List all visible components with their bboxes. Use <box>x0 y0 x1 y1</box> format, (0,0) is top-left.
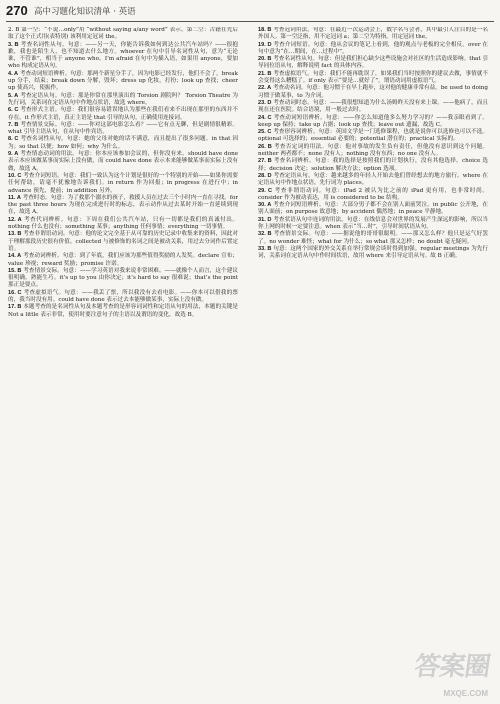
answer-explanation: 考查情景交际。句意：——据说他的哥哥很聪明。——那又怎么样？他只是运气好罢了。no wonder 难怪；what for 为什么；so what 那又怎样；no doubt 毫无疑问。 <box>258 231 488 245</box>
answer-explanation: 考查定语从句。句意：那是你常在那里演出的 Torsion 剧院吗？ Torsion Theatre 为先行词，关系词在定语从句中作地点状语，故选 where。 <box>8 92 238 106</box>
header-rule <box>6 21 494 22</box>
answer-number: 25. C <box>258 129 272 136</box>
answer-number: 10. C <box>8 172 22 179</box>
answer-item <box>8 217 238 232</box>
answer-number: 9. A <box>8 151 19 158</box>
answer-explanation: 考查动名词。句意：他习惯于在早上跑步，这对他的健康非常有益。be used to doing 习惯于做某事，to 为介词。 <box>258 85 488 99</box>
answer-explanation: 考查虚拟语气。句意：我们不能再耽误了，如果我们当时按照你的建议去做，事情就不会变得这么糟糕了。if only 表示“要是…就好了”，谓语动词用虚拟语气。 <box>258 70 488 85</box>
answer-number: 27. B <box>258 158 272 165</box>
answer-explanation: 考查否定词的用法。句意：他对事故的发生负有责任，但他没有意识到这个问题。neither 两者都不；none 没有人；nothing 没有东西；no one 没有人。 <box>258 143 488 158</box>
answer-explanation: 考查虚拟语气。句意：——我丢了票，所以我没有去看电影。——你本可以借我的票的，我当时没有用。could have done 表示过去本能够做某事，实际上没有做。 <box>8 289 238 303</box>
answer-item <box>8 27 238 42</box>
answer-number: 29. C <box>258 187 273 194</box>
answer-explanation: 考查情景交际。句意：——你对这部电影怎么看？——它有点无聊，但是剧情很精彩。what 引导主语从句，在从句中作宾语。 <box>8 121 238 136</box>
watermark-logo <box>410 646 490 698</box>
answer-item <box>258 71 488 86</box>
answer-number: 15. B <box>8 267 22 274</box>
answer-number: 11. A <box>8 194 21 201</box>
answer-explanation: 考查名词性从句。句意：——另一天，你能告诉我如何到达公共汽车站吗？——很抱歉，我也是陌生人，也不知道去什么地方。whoever 在句中引导名词性从句，意为“无论谁，不管谁”，相当于 anyone who。I’m afraid 在句中为插入语，如果用 anyone，要加 who 构成定语从句。 <box>8 41 238 70</box>
answer-item <box>258 158 488 173</box>
book-title: 高中习题化知识清单 · 英语 <box>34 7 136 17</box>
answer-item <box>258 85 488 100</box>
answer-item <box>8 195 238 217</box>
answer-item <box>8 253 238 268</box>
answer-number: 4. A <box>8 70 19 77</box>
answer-item <box>8 268 238 290</box>
answer-item <box>8 107 238 122</box>
page-number: 270 <box>6 3 28 18</box>
answer-explanation: 考查非谓语动词。句意：iPad 2 被认为比之前的 iPad 更有用，也非常时尚。consider 作为被动表达，用 is considered to be 结构。 <box>258 187 488 201</box>
answer-item <box>258 246 488 261</box>
answer-number: 28. D <box>258 172 272 179</box>
answer-explanation: 考查时态。句意：为了救那个溺水的孩子，救援人员在过去三个小时内一直在寻找。for the past three hours 为现在完成进行时的标志，表示动作从过去某时开始一直延续到现在，故选 A。 <box>8 194 238 216</box>
answer-explanation: 考查名词性从句。句意：她的父母对她的话不满意，而且提出了很多问题。in that 因为；so that 以便；how 如何；why 为什么。 <box>8 136 238 150</box>
answer-explanation: 考查冠词用法。句意：在最近一次运动会上，数字名与会者，其中最引人注目的是一名外国人。第一空泛指，用不定冠词 a；第二空为特指，用定冠词 the。 <box>258 27 488 41</box>
answer-explanation: 本题考查的是名词性从句及本题考查的是形容词词性和定语从句的用法，本题的关键是 Not a little 表示非常，使用时要注意句子的主语以及谓语的变化，故选 B。 <box>8 304 238 318</box>
answer-number: 14. A <box>8 253 22 260</box>
answer-number: 22. A <box>258 85 272 92</box>
answer-explanation: 考查非谓语动词。句意：他的论文完全基于从可靠的历史记录中收集来的资料，因此对于理解那段历史很有价值。collected 与被修饰的名词之间是被动关系，用过去分词作后置定语。 <box>8 231 238 252</box>
answer-item <box>258 188 488 203</box>
answer-explanation: 考查形容词辨析。句意：英国文学是一门选修课程，也就是说你可以选修也可以不选。optional 可选择的；essential 必要的；potential 潜在的；practical 实际的。 <box>258 129 488 143</box>
answer-item <box>8 42 238 71</box>
answer-explanation: 考查状语从句中连词的用法。句意：在线信息会对世界的发展产生深远的影响，所以当你上网的时候一定要注意。when 表示“当…时”，引导时间状语从句。 <box>258 216 488 231</box>
answer-explanation: 考查动词短语辨析。句意：那两个新星分手了，因为电影已经发行，他们不会了。break up 分手，结束；break down 分解，毁坏；dress up 化妆，打扮；look up 查找；cheer up 使高兴，使振作。 <box>8 70 238 92</box>
left-answer-column <box>8 27 238 699</box>
answer-number: 17. B <box>8 304 22 311</box>
answer-number: 8. C <box>8 136 19 143</box>
answer-item <box>258 100 488 115</box>
answer-item <box>8 151 238 173</box>
answer-item <box>258 56 488 71</box>
answer-item <box>8 290 238 305</box>
answer-number: 23. D <box>258 99 272 106</box>
answer-item <box>258 173 488 188</box>
answer-number: 13. B <box>8 231 22 238</box>
answer-number: 32. B <box>258 231 272 238</box>
answer-number: 31. D <box>258 216 272 223</box>
answer-item <box>8 304 238 319</box>
watermark-logo-text: 答案圈 <box>412 651 492 681</box>
answer-explanation: 句意：这两个国家的外交关系在举行常规会谈时得到加强。regular meetings 为先行词，关系词在定语从句中作时间状语，故用 where 来引导定语从句。故 B 正确。 <box>258 245 488 260</box>
answer-item <box>8 122 238 137</box>
answer-item <box>258 42 488 57</box>
answer-item <box>258 144 488 159</box>
answer-number: 21. B <box>258 70 272 77</box>
answer-explanation: 考查动词短语辨析。句意：——你怎么知道他多么努力学习的？——我亲眼看到了。keep up 保持；take up 占据；look up 查找；leave out 遗漏，故选 C。 <box>258 114 488 128</box>
answer-explanation: 考查形式主语。句意：我们很容易错误地认为那些在我们看来不出现在那里的东西并不存在。it 作形式主语，真正主语是 that 引导的从句，正确使用连接词。 <box>8 107 238 121</box>
answer-explanation: 考查名词性从句。句意：但是我们担心缺少这些设施会对社区的生活造成影响。that 引导同位语从句，解释说明 fact 的具体内容。 <box>258 56 488 70</box>
answer-number: 20. B <box>258 56 272 63</box>
answer-explanation: 考查代词辨析。句意：下周在我们公共汽车站，只有一切都是我们的真诚付出。nothing 什么也没有；something 某事；anything 任何事情；everything 一切事情。 <box>8 216 238 231</box>
answer-explanation: 考查定语从句。句意：越来越多的年轻人开始去他们曾经想去的地方旅行。where 在定语从句中作地点状语，先行词为 places。 <box>258 172 488 187</box>
answer-number: 7. B <box>8 121 19 128</box>
answer-number: 26. B <box>258 143 272 150</box>
answer-explanation: 考查名词辨析。句意：我的选择是按照我们的计划执行，没有其他选择。choice 选择；decision 决定；solution 解决方法；option 选项。 <box>258 158 488 172</box>
answer-number: 5. A <box>8 92 19 99</box>
answer-number: 12. A <box>8 216 22 223</box>
watermark-url: MXQE.COM <box>443 689 488 698</box>
answer-number: 19. D <box>258 41 272 48</box>
answer-explanation: 考查动词时态。句意：——我很想知道为什么汤姆昨天没有来上课。——他病了，而且现在还在医院。结合语境，用一般过去时。 <box>258 99 488 114</box>
right-answer-column <box>258 27 488 667</box>
answer-number: 33. B <box>258 245 272 252</box>
answer-item <box>8 93 238 108</box>
answer-number: 30. A <box>258 202 272 209</box>
answer-item <box>8 173 238 195</box>
answer-explanation: 考查情景交际。句意：——学习英语对我来说非常困难。——就像个人而言，这个建议很明确，熟能生巧。it’s up to you 由你决定；it’s hard to say 很难说；that’s the point 那正是要点。 <box>8 267 238 289</box>
answer-item <box>258 27 488 42</box>
answer-explanation: 2. B 第一空：“不说…only”用 “without saying a/any word” 表示。第二空：古籍在先后取了这个正式用(表特别) 该利用定冠词 the。 <box>8 27 238 41</box>
answer-item <box>8 71 238 93</box>
answer-item <box>258 217 488 232</box>
answer-explanation: 考查介词短语。句意：他从会议的笔记上看到，他的观点与老板的完全相反。over 在句中意为“在…期间，在…过程中”。 <box>258 41 488 55</box>
answer-number: 16. C <box>8 289 22 296</box>
answer-explanation: 考查介词短语。句意：我们一致认为这个计划是很好的一个特别的开始——如果你需要任何帮助，请毫不犹豫地告诉我们。in return 作为回报；in progress 在进行中；in advance 预先，提前；in addition 另外。 <box>8 172 238 194</box>
answer-item <box>8 231 238 253</box>
answer-explanation: 考查动词辨析。句意：到了年底，我们应该为那些值得奖励的人发奖。declare 宣布；value 珍视；reward 奖励；promise 许诺。 <box>8 253 238 267</box>
answer-item <box>8 136 238 151</box>
answer-number: 3. B <box>8 41 19 48</box>
page-header <box>0 0 500 24</box>
answer-item <box>258 231 488 246</box>
answer-explanation: 考查介词短语辨析。句意：大部分男子都不会在别人面前哭泣。in public 公开地，在别人面前；on purpose 故意地；by accident 偶然地；in peace 平静地。 <box>258 202 488 216</box>
answer-number: 18. B <box>258 27 272 33</box>
answer-number: 24. C <box>258 114 272 121</box>
answer-explanation: 考查情态动词的用法。句意：你本应该参加会议的，但你没有来。should have done 表示本应该做某事而实际上没有做，而 could have done 表示本来能够做某事而实际上没有做，故选 A。 <box>8 151 238 172</box>
answer-item <box>258 115 488 130</box>
answer-item <box>258 129 488 144</box>
answer-item <box>258 202 488 217</box>
answer-number: 6. C <box>8 107 19 114</box>
